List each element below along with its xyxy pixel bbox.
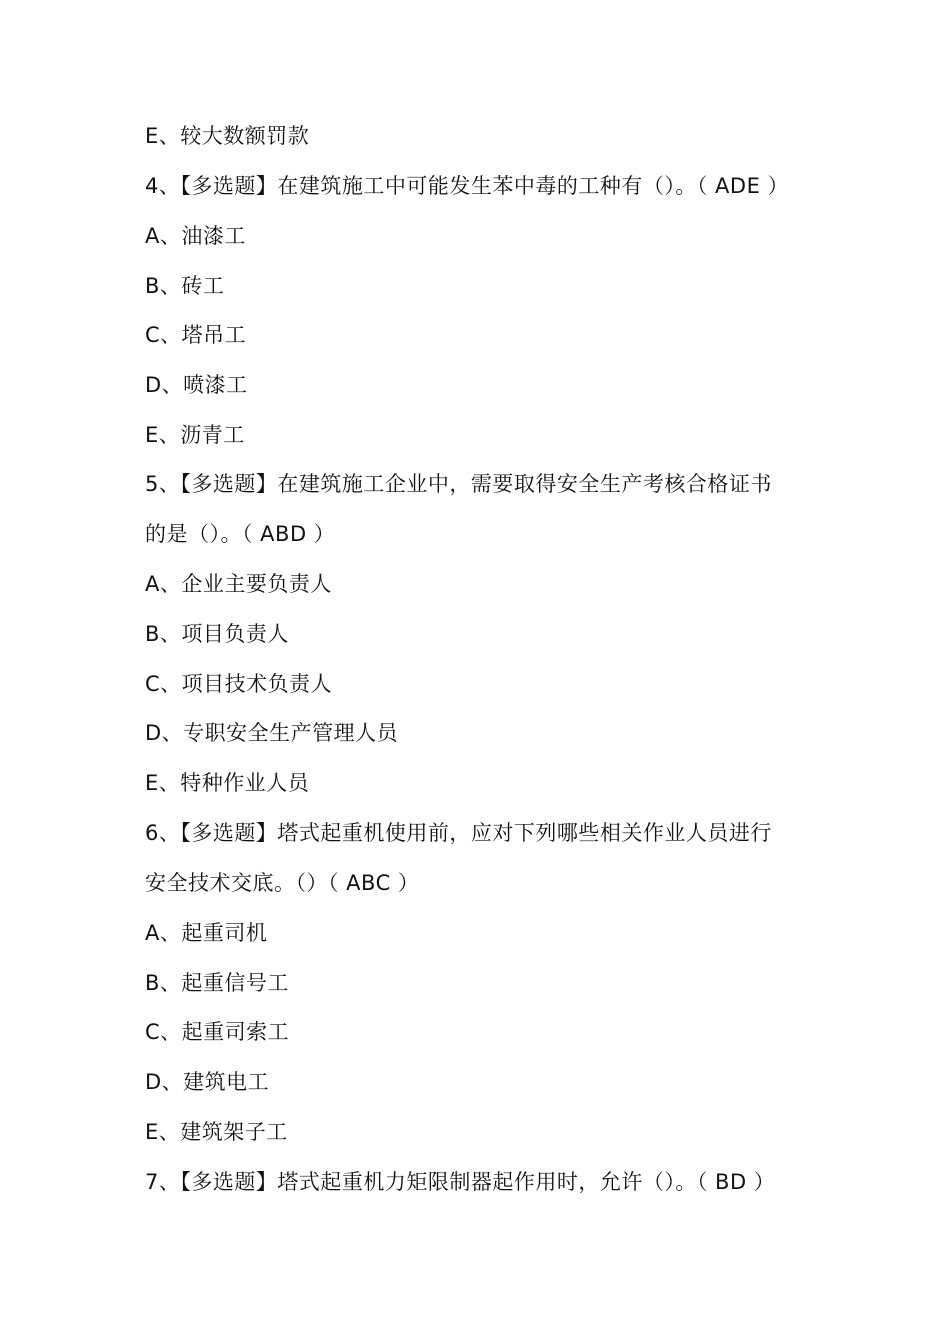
option-a-q5: A、企业主要负责人 — [145, 572, 332, 596]
option-e-q4: E、沥青工 — [145, 423, 245, 447]
option-d-q5: D、专职安全生产管理人员 — [145, 721, 399, 745]
option-a-q6: A、起重司机 — [145, 921, 268, 945]
question-6: 6、【多选题】塔式起重机使用前，应对下列哪些相关作业人员进行 — [145, 821, 772, 845]
question-6-cont: 安全技术交底。（）（ ABC ） — [145, 871, 420, 895]
question-5-cont: 的是（）。（ ABD ） — [145, 522, 336, 546]
option-d-q4: D、喷漆工 — [145, 373, 248, 397]
option-a-q4: A、油漆工 — [145, 224, 246, 248]
option-c-q4: C、塔吊工 — [145, 323, 247, 347]
option-e-q6: E、建筑架子工 — [145, 1120, 288, 1144]
option-e-q5: E、特种作业人员 — [145, 771, 310, 795]
question-5: 5、【多选题】在建筑施工企业中，需要取得安全生产考核合格证书 — [145, 472, 772, 496]
option-e-q3: E、较大数额罚款 — [145, 124, 310, 148]
option-c-q6: C、起重司索工 — [145, 1020, 290, 1044]
option-b-q4: B、砖工 — [145, 274, 225, 298]
question-4: 4、【多选题】在建筑施工中可能发生苯中毒的工种有（）。（ ADE ） — [145, 174, 790, 198]
option-c-q5: C、项目技术负责人 — [145, 672, 333, 696]
option-d-q6: D、建筑电工 — [145, 1070, 270, 1094]
question-7: 7、【多选题】塔式起重机力矩限制器起作用时，允许（）。（ BD ） — [145, 1170, 776, 1194]
option-b-q5: B、项目负责人 — [145, 622, 289, 646]
option-b-q6: B、起重信号工 — [145, 971, 289, 995]
